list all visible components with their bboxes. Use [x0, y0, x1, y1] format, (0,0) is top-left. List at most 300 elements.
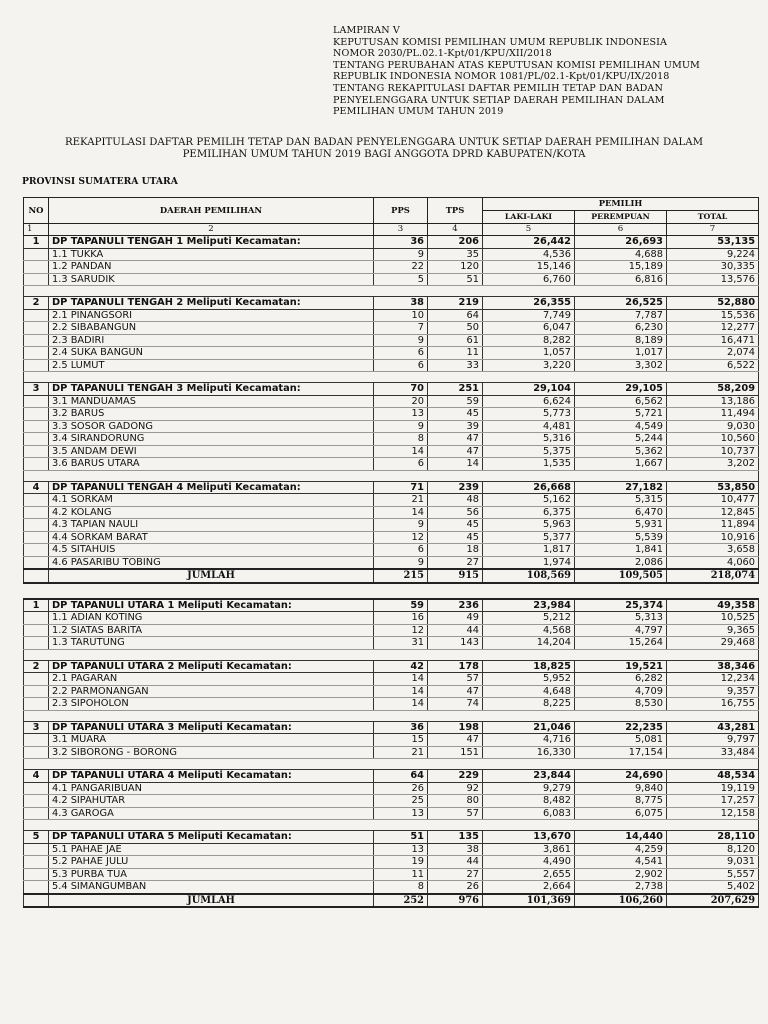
- cell-no: [24, 261, 49, 274]
- cell-laki: 1,535: [483, 458, 575, 471]
- district-row: [24, 599, 759, 612]
- cell-laki: 21,046: [483, 721, 575, 734]
- table-row: [24, 273, 759, 286]
- table-row: [24, 637, 759, 650]
- cell-laki: 5,377: [483, 531, 575, 544]
- cell-no: 2: [24, 297, 49, 310]
- cell-perempuan: 7,787: [575, 309, 667, 322]
- cell-daerah: 3.6 BARUS UTARA: [49, 458, 374, 471]
- cell-tps: 47: [428, 433, 483, 446]
- cell-laki: 7,749: [483, 309, 575, 322]
- cell-laki: 29,104: [483, 383, 575, 396]
- header-line: REPUBLIK INDONESIA NOMOR 1081/PL/02.1-Kpt/01/KPU/IX/2018: [333, 71, 670, 83]
- cell-laki: 4,490: [483, 856, 575, 869]
- cell-no: [24, 519, 49, 532]
- cell-no: 4: [24, 770, 49, 783]
- spacer-row: [24, 470, 759, 481]
- spacer-row: [24, 649, 759, 660]
- table-row: [24, 433, 759, 446]
- col-header-total: TOTAL: [667, 210, 759, 223]
- table-row: [24, 807, 759, 820]
- cell-perempuan: 27,182: [575, 481, 667, 494]
- col-header-no: NO: [24, 198, 49, 224]
- table-row: [24, 334, 759, 347]
- cell-perempuan: 15,189: [575, 261, 667, 274]
- cell-laki: 5,212: [483, 612, 575, 625]
- cell-tps: 27: [428, 556, 483, 569]
- header-line: PEMILIHAN UMUM TAHUN 2019: [333, 106, 504, 118]
- cell-total: 16,471: [667, 334, 759, 347]
- col-header-perempuan: PEREMPUAN: [575, 210, 667, 223]
- district-row: [24, 770, 759, 783]
- cell-laki: 3,220: [483, 359, 575, 372]
- cell-no: [24, 698, 49, 711]
- cell-tps: 47: [428, 685, 483, 698]
- col-number: 5: [483, 223, 575, 236]
- col-header-tps: TPS: [428, 198, 483, 224]
- cell-laki: 6,083: [483, 807, 575, 820]
- table-row: [24, 322, 759, 335]
- cell-no: [24, 395, 49, 408]
- table-row: [24, 881, 759, 894]
- district-row: [24, 481, 759, 494]
- spacer-cell: [24, 470, 759, 481]
- cell-pps: 252: [374, 894, 428, 908]
- table-row: [24, 494, 759, 507]
- col-header-laki: LAKI-LAKI: [483, 210, 575, 223]
- cell-laki: 18,825: [483, 660, 575, 673]
- cell-no: [24, 673, 49, 686]
- cell-total: 9,365: [667, 624, 759, 637]
- district-row: [24, 236, 759, 249]
- cell-daerah: 1.3 SARUDIK: [49, 273, 374, 286]
- cell-no: [24, 334, 49, 347]
- cell-total: 10,737: [667, 445, 759, 458]
- table-row: [24, 734, 759, 747]
- cell-no: [24, 556, 49, 569]
- province-label: PROVINSI SUMATERA UTARA: [22, 176, 178, 187]
- cell-total: 10,525: [667, 612, 759, 625]
- cell-tps: 61: [428, 334, 483, 347]
- cell-total: 12,845: [667, 506, 759, 519]
- cell-pps: 14: [374, 685, 428, 698]
- cell-perempuan: 6,075: [575, 807, 667, 820]
- cell-no: [24, 624, 49, 637]
- col-header-daerah: DAERAH PEMILIHAN: [49, 198, 374, 224]
- cell-laki: 5,952: [483, 673, 575, 686]
- cell-total: 49,358: [667, 599, 759, 612]
- cell-perempuan: 1,667: [575, 458, 667, 471]
- cell-laki: 8,482: [483, 795, 575, 808]
- table-row: [24, 612, 759, 625]
- cell-no: [24, 420, 49, 433]
- cell-pps: 14: [374, 506, 428, 519]
- cell-laki: 15,146: [483, 261, 575, 274]
- cell-pps: 70: [374, 383, 428, 396]
- cell-no: [24, 569, 49, 583]
- cell-daerah: DP TAPANULI UTARA 2 Meliputi Kecamatan:: [49, 660, 374, 673]
- cell-perempuan: 5,244: [575, 433, 667, 446]
- cell-daerah: 1.2 PANDAN: [49, 261, 374, 274]
- cell-laki: 5,316: [483, 433, 575, 446]
- cell-daerah: 4.2 SIPAHUTAR: [49, 795, 374, 808]
- cell-no: [24, 881, 49, 894]
- cell-total: 11,494: [667, 408, 759, 421]
- col-number: 7: [667, 223, 759, 236]
- cell-no: [24, 433, 49, 446]
- cell-perempuan: 1,017: [575, 347, 667, 360]
- table-row: [24, 531, 759, 544]
- cell-tps: 49: [428, 612, 483, 625]
- spacer-cell: [24, 372, 759, 383]
- cell-laki: 4,648: [483, 685, 575, 698]
- cell-daerah: 3.3 SOSOR GADONG: [49, 420, 374, 433]
- cell-tps: 92: [428, 782, 483, 795]
- cell-laki: 5,375: [483, 445, 575, 458]
- cell-tps: 178: [428, 660, 483, 673]
- cell-total: 10,560: [667, 433, 759, 446]
- cell-daerah: 2.2 PARMONANGAN: [49, 685, 374, 698]
- cell-tps: 151: [428, 746, 483, 759]
- cell-no: [24, 782, 49, 795]
- table-row: [24, 248, 759, 261]
- cell-perempuan: 5,539: [575, 531, 667, 544]
- cell-tps: 26: [428, 881, 483, 894]
- cell-tps: 47: [428, 445, 483, 458]
- cell-pps: 42: [374, 660, 428, 673]
- cell-pps: 9: [374, 519, 428, 532]
- cell-perempuan: 6,562: [575, 395, 667, 408]
- cell-no: [24, 359, 49, 372]
- spacer-cell: [24, 583, 759, 599]
- cell-laki: 6,624: [483, 395, 575, 408]
- cell-total: 11,894: [667, 519, 759, 532]
- cell-perempuan: 5,315: [575, 494, 667, 507]
- cell-perempuan: 8,775: [575, 795, 667, 808]
- table-row: [24, 261, 759, 274]
- cell-total: 29,468: [667, 637, 759, 650]
- cell-laki: 6,375: [483, 506, 575, 519]
- cell-total: 9,224: [667, 248, 759, 261]
- cell-daerah: 4.4 SORKAM BARAT: [49, 531, 374, 544]
- col-number: 1: [24, 223, 49, 236]
- cell-no: [24, 347, 49, 360]
- cell-tps: 229: [428, 770, 483, 783]
- cell-laki: 16,330: [483, 746, 575, 759]
- cell-perempuan: 1,841: [575, 544, 667, 557]
- cell-laki: 4,481: [483, 420, 575, 433]
- cell-daerah: 4.1 PANGARIBUAN: [49, 782, 374, 795]
- cell-no: [24, 273, 49, 286]
- cell-perempuan: 5,313: [575, 612, 667, 625]
- cell-tps: 51: [428, 273, 483, 286]
- col-header-pps: PPS: [374, 198, 428, 224]
- cell-pps: 10: [374, 309, 428, 322]
- cell-daerah: 1.1 ADIAN KOTING: [49, 612, 374, 625]
- cell-tps: 143: [428, 637, 483, 650]
- table-row: [24, 544, 759, 557]
- cell-total: 5,402: [667, 881, 759, 894]
- cell-laki: 23,844: [483, 770, 575, 783]
- cell-daerah: 3.2 SIBORONG - BORONG: [49, 746, 374, 759]
- table-row: [24, 856, 759, 869]
- col-number: 3: [374, 223, 428, 236]
- cell-tps: 915: [428, 569, 483, 583]
- cell-no: 1: [24, 236, 49, 249]
- cell-pps: 12: [374, 531, 428, 544]
- cell-tps: 50: [428, 322, 483, 335]
- cell-pps: 8: [374, 433, 428, 446]
- cell-laki: 2,664: [483, 881, 575, 894]
- cell-total: 12,158: [667, 807, 759, 820]
- cell-no: [24, 807, 49, 820]
- title-line: PEMILIHAN UMUM TAHUN 2019 BAGI ANGGOTA DPRD KABUPATEN/KOTA: [182, 149, 586, 160]
- cell-pps: 31: [374, 637, 428, 650]
- cell-no: 3: [24, 383, 49, 396]
- table-row: [24, 359, 759, 372]
- cell-daerah: 4.6 PASARIBU TOBING: [49, 556, 374, 569]
- cell-daerah: 4.3 TAPIAN NAULI: [49, 519, 374, 532]
- cell-perempuan: 8,530: [575, 698, 667, 711]
- cell-tps: 57: [428, 673, 483, 686]
- cell-daerah: 2.4 SUKA BANGUN: [49, 347, 374, 360]
- cell-total: 5,557: [667, 868, 759, 881]
- col-header-pemilih: PEMILIH: [483, 198, 759, 211]
- cell-perempuan: 15,264: [575, 637, 667, 650]
- cell-pps: 51: [374, 831, 428, 844]
- cell-no: [24, 248, 49, 261]
- cell-pps: 12: [374, 624, 428, 637]
- cell-tps: 59: [428, 395, 483, 408]
- cell-tps: 198: [428, 721, 483, 734]
- cell-total: 17,257: [667, 795, 759, 808]
- cell-pps: 5: [374, 273, 428, 286]
- cell-perempuan: 8,189: [575, 334, 667, 347]
- cell-daerah: 2.3 SIPOHOLON: [49, 698, 374, 711]
- cell-laki: 4,568: [483, 624, 575, 637]
- cell-total: 8,120: [667, 843, 759, 856]
- cell-tps: 56: [428, 506, 483, 519]
- cell-laki: 5,773: [483, 408, 575, 421]
- cell-pps: 9: [374, 248, 428, 261]
- cell-total: 218,074: [667, 569, 759, 583]
- cell-daerah: DP TAPANULI TENGAH 4 Meliputi Kecamatan:: [49, 481, 374, 494]
- cell-tps: 251: [428, 383, 483, 396]
- cell-daerah: DP TAPANULI TENGAH 3 Meliputi Kecamatan:: [49, 383, 374, 396]
- cell-perempuan: 29,105: [575, 383, 667, 396]
- table-row: [24, 506, 759, 519]
- cell-laki: 14,204: [483, 637, 575, 650]
- cell-laki: 4,536: [483, 248, 575, 261]
- cell-laki: 6,047: [483, 322, 575, 335]
- table-row: [24, 347, 759, 360]
- cell-tps: 45: [428, 519, 483, 532]
- cell-laki: 5,963: [483, 519, 575, 532]
- cell-laki: 8,282: [483, 334, 575, 347]
- cell-pps: 20: [374, 395, 428, 408]
- cell-perempuan: 109,505: [575, 569, 667, 583]
- cell-total: 3,202: [667, 458, 759, 471]
- cell-daerah: 2.2 SIBABANGUN: [49, 322, 374, 335]
- cell-total: 33,484: [667, 746, 759, 759]
- cell-pps: 36: [374, 236, 428, 249]
- cell-total: 15,536: [667, 309, 759, 322]
- spacer-row: [24, 759, 759, 770]
- header-line: TENTANG REKAPITULASI DAFTAR PEMILIH TETAP DAN BADAN: [333, 82, 663, 94]
- cell-daerah: 3.1 MUARA: [49, 734, 374, 747]
- cell-no: [24, 494, 49, 507]
- cell-perempuan: 14,440: [575, 831, 667, 844]
- cell-total: 58,209: [667, 383, 759, 396]
- cell-pps: 26: [374, 782, 428, 795]
- cell-total: 28,110: [667, 831, 759, 844]
- cell-daerah: 4.2 KOLANG: [49, 506, 374, 519]
- cell-no: [24, 309, 49, 322]
- table-row: [24, 624, 759, 637]
- cell-no: [24, 445, 49, 458]
- cell-total: 9,797: [667, 734, 759, 747]
- col-number: 2: [49, 223, 374, 236]
- cell-daerah: 1.2 SIATAS BARITA: [49, 624, 374, 637]
- cell-no: [24, 612, 49, 625]
- cell-pps: 6: [374, 359, 428, 372]
- cell-no: [24, 734, 49, 747]
- cell-laki: 5,162: [483, 494, 575, 507]
- cell-tps: 14: [428, 458, 483, 471]
- cell-daerah: 1.1 TUKKA: [49, 248, 374, 261]
- cell-tps: 135: [428, 831, 483, 844]
- cell-tps: 57: [428, 807, 483, 820]
- cell-laki: 1,057: [483, 347, 575, 360]
- cell-perempuan: 4,259: [575, 843, 667, 856]
- cell-tps: 64: [428, 309, 483, 322]
- cell-no: [24, 795, 49, 808]
- cell-perempuan: 5,931: [575, 519, 667, 532]
- header-line: PENYELENGGARA UNTUK SETIAP DAERAH PEMILIHAN DALAM: [333, 94, 665, 106]
- cell-pps: 15: [374, 734, 428, 747]
- cell-total: 43,281: [667, 721, 759, 734]
- cell-perempuan: 4,549: [575, 420, 667, 433]
- cell-total: 48,534: [667, 770, 759, 783]
- cell-total: 19,119: [667, 782, 759, 795]
- district-row: [24, 831, 759, 844]
- cell-daerah: DP TAPANULI UTARA 5 Meliputi Kecamatan:: [49, 831, 374, 844]
- table-row: [24, 698, 759, 711]
- cell-total: 4,060: [667, 556, 759, 569]
- table-row: [24, 843, 759, 856]
- cell-perempuan: 6,230: [575, 322, 667, 335]
- cell-no: 1: [24, 599, 49, 612]
- cell-perempuan: 6,816: [575, 273, 667, 286]
- cell-total: 38,346: [667, 660, 759, 673]
- cell-pps: 21: [374, 494, 428, 507]
- cell-total: 52,880: [667, 297, 759, 310]
- header-line: KEPUTUSAN KOMISI PEMILIHAN UMUM REPUBLIK INDONESIA: [333, 36, 668, 48]
- cell-daerah: 2.3 BADIRI: [49, 334, 374, 347]
- cell-pps: 6: [374, 347, 428, 360]
- header-line: NOMOR 2030/PL.02.1-Kpt/01/KPU/XII/2018: [333, 48, 552, 60]
- cell-tps: 45: [428, 531, 483, 544]
- cell-perempuan: 19,521: [575, 660, 667, 673]
- cell-total: 30,335: [667, 261, 759, 274]
- cell-total: 13,186: [667, 395, 759, 408]
- cell-pps: 7: [374, 322, 428, 335]
- table-row: [24, 309, 759, 322]
- cell-total: 207,629: [667, 894, 759, 908]
- cell-perempuan: 5,362: [575, 445, 667, 458]
- table-body: [24, 236, 759, 908]
- cell-pps: 9: [374, 334, 428, 347]
- cell-laki: 26,355: [483, 297, 575, 310]
- document-title: [30, 137, 738, 161]
- cell-no: 5: [24, 831, 49, 844]
- cell-total: 3,658: [667, 544, 759, 557]
- cell-no: [24, 843, 49, 856]
- district-row: [24, 297, 759, 310]
- cell-no: 3: [24, 721, 49, 734]
- cell-pps: 13: [374, 843, 428, 856]
- cell-perempuan: 17,154: [575, 746, 667, 759]
- cell-perempuan: 25,374: [575, 599, 667, 612]
- table-row: [24, 673, 759, 686]
- district-row: [24, 721, 759, 734]
- cell-pps: 6: [374, 458, 428, 471]
- cell-total: 10,477: [667, 494, 759, 507]
- cell-pps: 22: [374, 261, 428, 274]
- cell-perempuan: 26,525: [575, 297, 667, 310]
- cell-laki: 1,817: [483, 544, 575, 557]
- spacer-cell: [24, 710, 759, 721]
- cell-daerah: JUMLAH: [49, 569, 374, 583]
- header-line: TENTANG PERUBAHAN ATAS KEPUTUSAN KOMISI PEMILIHAN UMUM: [333, 59, 700, 71]
- cell-daerah: DP TAPANULI UTARA 4 Meliputi Kecamatan:: [49, 770, 374, 783]
- col-number: 6: [575, 223, 667, 236]
- cell-daerah: 3.4 SIRANDORUNG: [49, 433, 374, 446]
- section-gap: [24, 583, 759, 599]
- spacer-row: [24, 372, 759, 383]
- cell-laki: 23,984: [483, 599, 575, 612]
- cell-pps: 9: [374, 556, 428, 569]
- cell-pps: 14: [374, 673, 428, 686]
- table-row: [24, 685, 759, 698]
- cell-no: [24, 458, 49, 471]
- cell-laki: 2,655: [483, 868, 575, 881]
- cell-daerah: 2.5 LUMUT: [49, 359, 374, 372]
- cell-no: [24, 322, 49, 335]
- cell-perempuan: 9,840: [575, 782, 667, 795]
- cell-perempuan: 4,709: [575, 685, 667, 698]
- table-row: [24, 445, 759, 458]
- cell-no: [24, 544, 49, 557]
- cell-laki: 8,225: [483, 698, 575, 711]
- cell-total: 6,522: [667, 359, 759, 372]
- table-row: [24, 746, 759, 759]
- cell-perempuan: 24,690: [575, 770, 667, 783]
- cell-laki: 26,668: [483, 481, 575, 494]
- cell-pps: 16: [374, 612, 428, 625]
- cell-laki: 3,861: [483, 843, 575, 856]
- cell-tps: 33: [428, 359, 483, 372]
- cell-laki: 13,670: [483, 831, 575, 844]
- cell-perempuan: 5,721: [575, 408, 667, 421]
- cell-pps: 215: [374, 569, 428, 583]
- table-row: [24, 408, 759, 421]
- table-row: [24, 420, 759, 433]
- cell-tps: 47: [428, 734, 483, 747]
- spacer-row: [24, 286, 759, 297]
- cell-tps: 27: [428, 868, 483, 881]
- cell-total: 9,357: [667, 685, 759, 698]
